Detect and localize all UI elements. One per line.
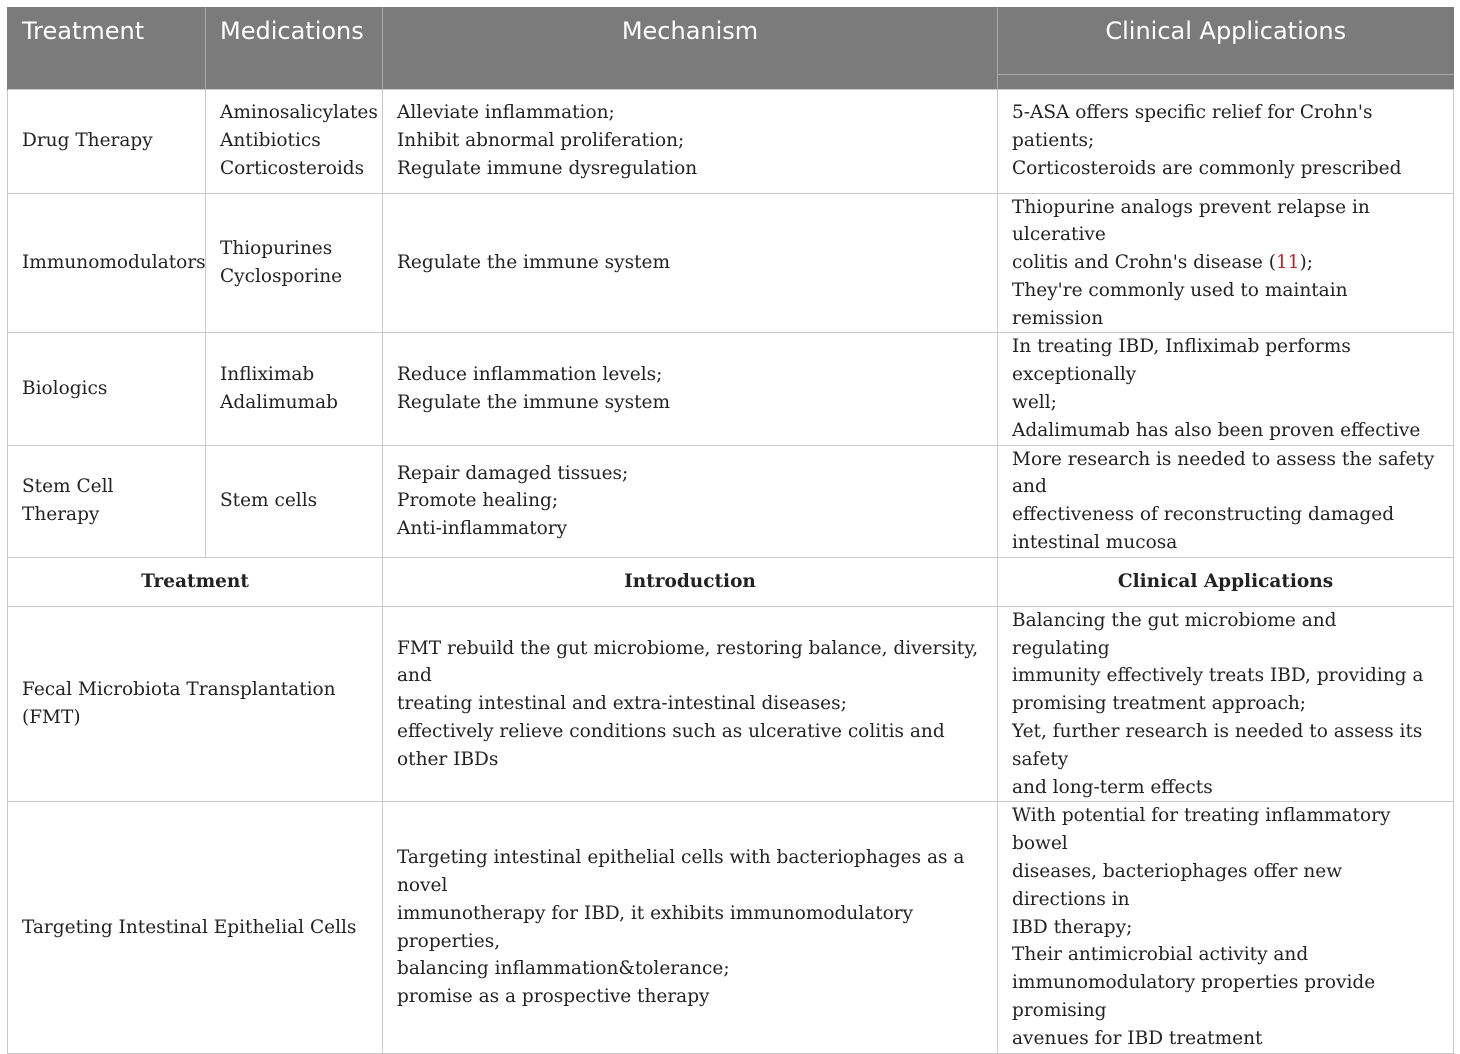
introduction-line: balancing inflammation&tolerance; xyxy=(397,958,730,980)
cell-clinical xyxy=(998,606,1454,802)
clinical-text: colitis and Crohn's disease ( xyxy=(1012,252,1276,274)
header-mechanism: Mechanism xyxy=(383,7,998,89)
cell-treatment: Biologics xyxy=(8,333,206,445)
table-row xyxy=(8,193,1454,333)
medication-item: Antibiotics xyxy=(220,130,321,152)
clinical-line: avenues for IBD treatment xyxy=(1012,1027,1263,1049)
clinical-line: immunity effectively treats IBD, providing a xyxy=(1012,665,1424,687)
cell-treatment: Stem Cell Therapy xyxy=(8,445,206,557)
mechanism-line: Reduce inflammation levels; xyxy=(397,364,663,386)
mechanism-line: Regulate the immune system xyxy=(397,392,671,414)
table-header-row xyxy=(8,7,1454,89)
clinical-line: intestinal mucosa xyxy=(1012,532,1178,554)
cell-clinical xyxy=(998,802,1454,1053)
cell-treatment: Fecal Microbiota Transplantation (FMT) xyxy=(8,606,383,802)
cell-treatment: Targeting Intestinal Epithelial Cells xyxy=(8,802,383,1053)
medication-item: Stem cells xyxy=(220,490,318,512)
cell-mechanism xyxy=(383,333,998,445)
clinical-line: Balancing the gut microbiome and regulating xyxy=(1012,609,1337,659)
clinical-line: diseases, bacteriophages offer new directions in xyxy=(1012,861,1343,910)
cell-introduction xyxy=(383,802,998,1053)
introduction-line: Targeting intestinal epithelial cells with bacteriophages as a novel xyxy=(397,847,965,896)
medication-item: Thiopurines xyxy=(220,238,333,260)
clinical-line: More research is needed to assess the safety and xyxy=(1012,448,1435,498)
mechanism-line: Repair damaged tissues; xyxy=(397,462,629,484)
clinical-line: Adalimumab has also been proven effective xyxy=(1012,419,1421,441)
cell-medications xyxy=(206,445,383,557)
clinical-line: Thiopurine analogs prevent relapse in ulcerative xyxy=(1012,196,1370,246)
clinical-line: With potential for treating inflammatory bowel xyxy=(1012,805,1391,855)
cell-clinical xyxy=(998,445,1454,557)
clinical-line: They're commonly used to maintain remission xyxy=(1012,279,1348,329)
medication-item: Adalimumab xyxy=(220,392,338,414)
clinical-line: Their antimicrobial activity and xyxy=(1012,944,1309,966)
clinical-line: Yet, further research is needed to assess its safety xyxy=(1012,721,1423,770)
cell-medications xyxy=(206,193,383,333)
subheader-treatment: Treatment xyxy=(8,557,383,606)
table-row xyxy=(8,89,1454,193)
cell-treatment: Immunomodulators xyxy=(8,193,206,333)
clinical-line: well; xyxy=(1012,392,1057,414)
clinical-line: immunomodulatory properties provide promising xyxy=(1012,972,1376,1022)
cell-treatment: Drug Therapy xyxy=(8,89,206,193)
medication-item: Infliximab xyxy=(220,364,315,386)
reference-link[interactable]: 11 xyxy=(1275,252,1300,274)
cell-clinical xyxy=(998,193,1454,333)
clinical-line: IBD therapy; xyxy=(1012,916,1133,938)
cell-clinical xyxy=(998,333,1454,445)
clinical-line: effectiveness of reconstructing damaged xyxy=(1012,504,1395,526)
introduction-line: promise as a prospective therapy xyxy=(397,986,710,1008)
clinical-line: promising treatment approach; xyxy=(1012,693,1306,715)
header-clinical-applications xyxy=(998,7,1454,89)
table-row xyxy=(8,445,1454,557)
subheader-clinical-applications: Clinical Applications xyxy=(998,557,1454,606)
mechanism-line: Alleviate inflammation; xyxy=(397,102,615,124)
clinical-text: ); xyxy=(1299,252,1313,274)
cell-mechanism xyxy=(383,193,998,333)
cell-mechanism xyxy=(383,89,998,193)
table-row xyxy=(8,333,1454,445)
mechanism-line: Regulate immune dysregulation xyxy=(397,157,698,179)
cell-clinical xyxy=(998,89,1454,193)
clinical-line: In treating IBD, Infliximab performs exceptionally xyxy=(1012,336,1351,386)
subheader-row xyxy=(8,557,1454,606)
mechanism-line: Anti-inflammatory xyxy=(397,518,568,540)
cell-medications xyxy=(206,89,383,193)
introduction-line: effectively relieve conditions such as ulcerative colitis and other IBDs xyxy=(397,721,945,770)
clinical-line: Corticosteroids are commonly prescribed xyxy=(1012,157,1402,179)
header-divider xyxy=(998,74,1454,75)
medication-item: Aminosalicylates xyxy=(220,102,378,124)
clinical-line: and long-term effects xyxy=(1012,776,1213,798)
cell-introduction xyxy=(383,606,998,802)
introduction-line: immunotherapy for IBD, it exhibits immunomodulatory properties, xyxy=(397,902,914,952)
treatment-table xyxy=(7,7,1454,1054)
table-row xyxy=(8,606,1454,802)
introduction-line: treating intestinal and extra-intestinal diseases; xyxy=(397,693,847,715)
medication-item: Corticosteroids xyxy=(220,157,365,179)
header-medications: Medications xyxy=(206,7,383,89)
cell-medications xyxy=(206,333,383,445)
clinical-line: 5-ASA offers specific relief for Crohn's patients; xyxy=(1012,102,1373,152)
cell-mechanism xyxy=(383,445,998,557)
table-row xyxy=(8,802,1454,1053)
introduction-line: FMT rebuild the gut microbiome, restoring balance, diversity, and xyxy=(397,637,979,687)
header-clinical-applications-label: Clinical Applications xyxy=(1105,17,1347,45)
mechanism-line: Regulate the immune system xyxy=(397,252,671,274)
mechanism-line: Promote healing; xyxy=(397,490,559,512)
mechanism-line: Inhibit abnormal proliferation; xyxy=(397,130,685,152)
subheader-introduction: Introduction xyxy=(383,557,998,606)
medication-item: Cyclosporine xyxy=(220,265,343,287)
header-treatment: Treatment xyxy=(8,7,206,89)
clinical-line-with-ref xyxy=(1012,249,1439,277)
